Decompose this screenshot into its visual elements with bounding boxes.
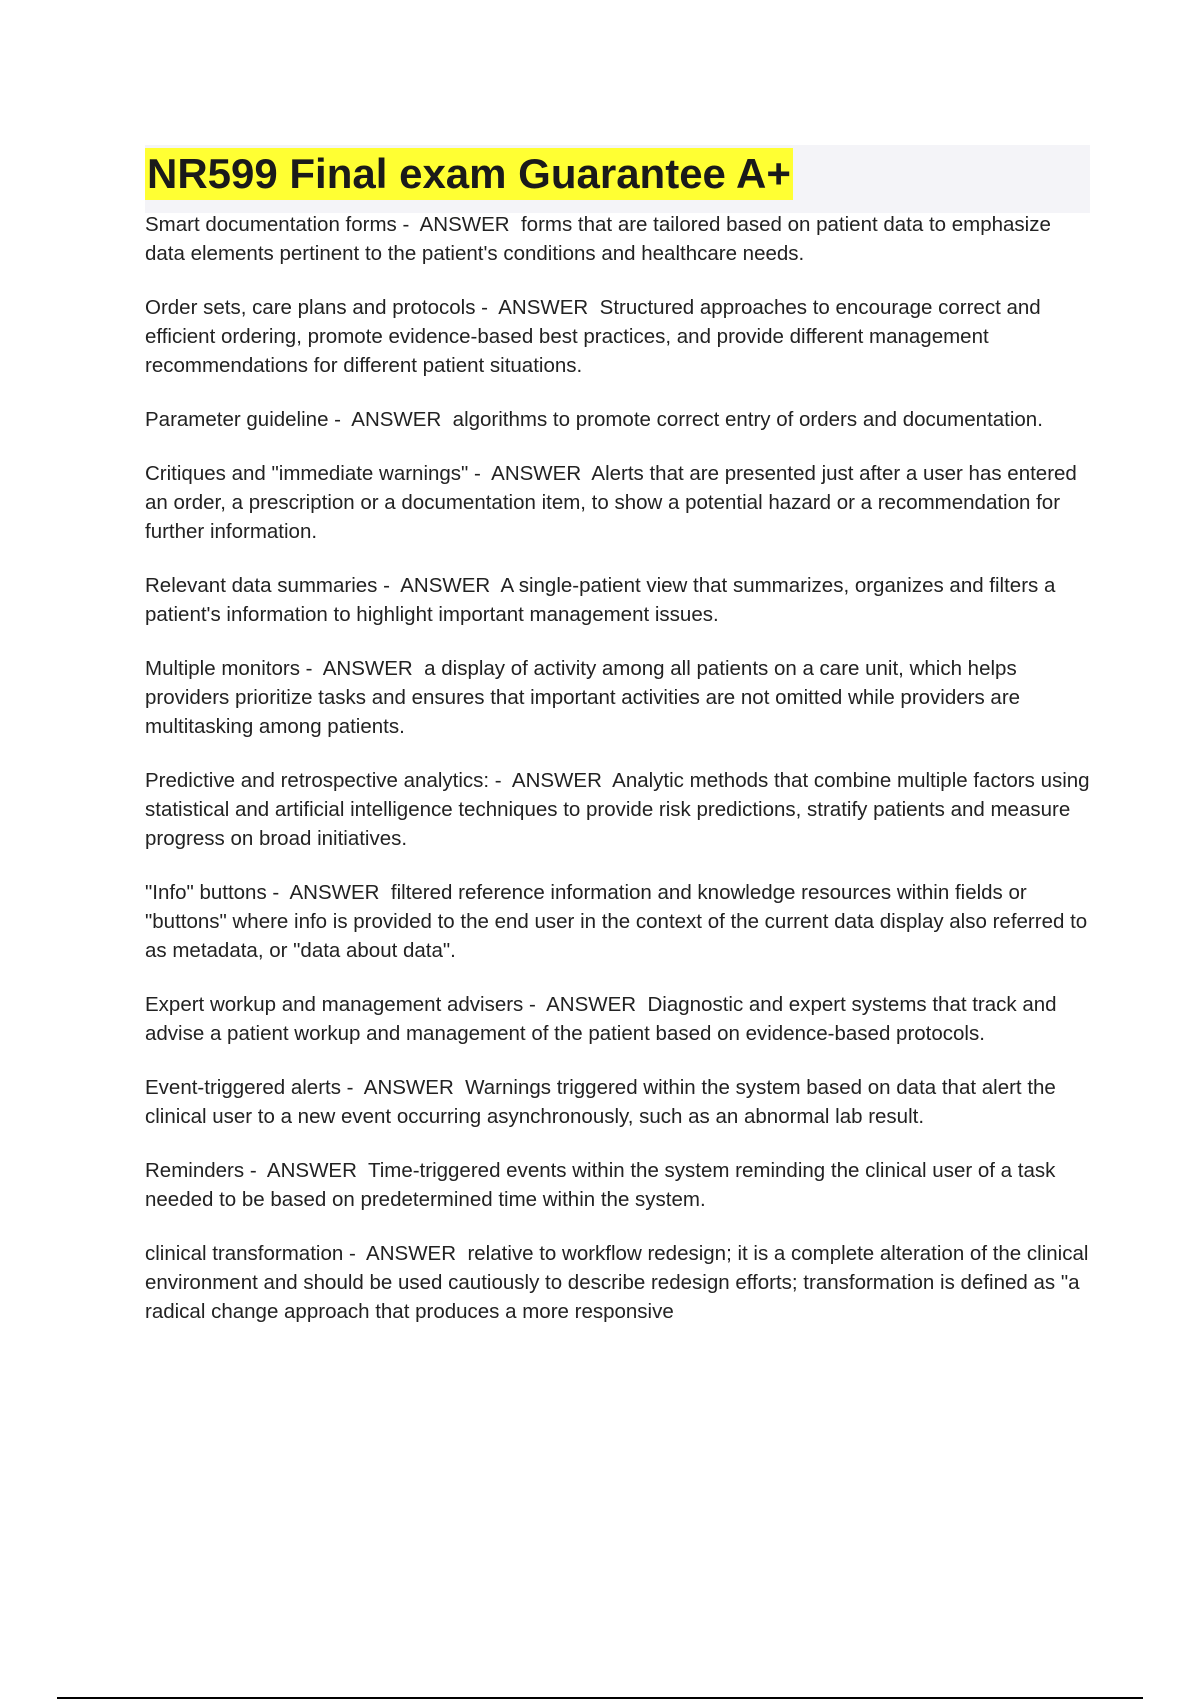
entry-term: Critiques and "immediate warnings" — [145, 462, 469, 485]
entry-term: Order sets, care plans and protocols — [145, 296, 476, 319]
entry-definition: Time-triggered events within the system reminding the clinical user of a task needed to be based on predetermined time within the system. — [145, 1159, 1056, 1211]
entry-term: Expert workup and management advisers — [145, 993, 524, 1016]
answer-label: ANSWER — [491, 462, 582, 485]
entry-term: Parameter guideline — [145, 408, 329, 431]
entry-definition: relative to workflow redesign; it is a complete alteration of the clinical environment and should be used cautiously to describe redesign efforts; transformation is defined as "a radical change approach that produces a more responsive — [145, 1242, 1089, 1323]
answer-label: ANSWER — [498, 296, 589, 319]
entry-definition: Structured approaches to encourage correct and efficient ordering, promote evidence-based best practices, and provide different management recommendations for different patient situations. — [145, 296, 1041, 377]
qa-entry: Event-triggered alerts - ANSWER Warnings triggered within the system based on data that alert the clinical user to a new event occurring asynchronously, such as an abnormal lab result. — [145, 1076, 1056, 1128]
qa-entry: "Info" buttons - ANSWER filtered reference information and knowledge resources within fields or "buttons" where info is provided to the end user in the context of the current data display also referred to as metadata, or "data about data". — [145, 881, 1088, 962]
entry-definition: forms that are tailored based on patient data to emphasize data elements pertinent to the patient's conditions and healthcare needs. — [145, 213, 1051, 265]
document-title: NR599 Final exam Guarantee A+ — [145, 148, 793, 200]
footer-rule — [57, 1697, 1143, 1699]
entry-definition: Analytic methods that combine multiple factors using statistical and artificial intelligence techniques to provide risk predictions, stratify patients and measure progress on broad initiatives. — [145, 769, 1090, 850]
entry-term: Reminders — [145, 1159, 245, 1182]
qa-entry: Reminders - ANSWER Time-triggered events within the system reminding the clinical user of a task needed to be based on predetermined time within the system. — [145, 1159, 1056, 1211]
answer-label: ANSWER — [366, 1242, 457, 1265]
entry-definition: algorithms to promote correct entry of orders and documentation. — [452, 408, 1043, 431]
entry-term: Event-triggered alerts — [145, 1076, 341, 1099]
answer-label: ANSWER — [289, 881, 380, 904]
answer-label: ANSWER — [266, 1159, 357, 1182]
entry-term: Predictive and retrospective analytics: — [145, 769, 490, 792]
entry-term: clinical transformation — [145, 1242, 344, 1265]
entry-definition: A single-patient view that summarizes, organizes and filters a patient's information to highlight important management issues. — [145, 574, 1056, 626]
qa-entry: Order sets, care plans and protocols - ANSWER Structured approaches to encourage correct and efficient ordering, promote evidence-based best practices, and provide different management recommendations for different patient situations. — [145, 296, 1041, 377]
entry-definition: a display of activity among all patients on a care unit, which helps providers prioritize tasks and ensures that important activities are not omitted while providers are multitasking among patients. — [145, 657, 1021, 738]
answer-label: ANSWER — [546, 993, 637, 1016]
answer-label: ANSWER — [511, 769, 602, 792]
entry-definition: Alerts that are presented just after a user has entered an order, a prescription or a documentation item, to show a potential hazard or a recommendation for further information. — [145, 462, 1077, 543]
entry-definition: filtered reference information and knowledge resources within fields or "buttons" where info is provided to the end user in the context of the current data display also referred to as metadata, or "data about data". — [145, 881, 1088, 962]
qa-entry: Predictive and retrospective analytics: - ANSWER Analytic methods that combine multiple factors using statistical and artificial intelligence techniques to provide risk predictions, stratify patients and measure progress on broad initiatives. — [145, 769, 1090, 850]
answer-label: ANSWER — [351, 408, 442, 431]
answer-label: ANSWER — [419, 213, 510, 236]
qa-list — [145, 210, 1090, 1351]
qa-entry: Multiple monitors - ANSWER a display of activity among all patients on a care unit, which helps providers prioritize tasks and ensures that important activities are not omitted while providers are multitasking among patients. — [145, 657, 1021, 738]
entry-term: "Info" buttons — [145, 881, 267, 904]
answer-label: ANSWER — [400, 574, 491, 597]
qa-entry: Critiques and "immediate warnings" - ANSWER Alerts that are presented just after a user has entered an order, a prescription or a documentation item, to show a potential hazard or a recommendation for further information. — [145, 462, 1077, 543]
qa-entry: Expert workup and management advisers - ANSWER Diagnostic and expert systems that track and advise a patient workup and management of the patient based on evidence-based protocols. — [145, 993, 1057, 1045]
entry-term: Smart documentation forms — [145, 213, 397, 236]
answer-label: ANSWER — [322, 657, 413, 680]
answer-label: ANSWER — [363, 1076, 454, 1099]
entry-term: Multiple monitors — [145, 657, 300, 680]
entry-definition: Warnings triggered within the system based on data that alert the clinical user to a new event occurring asynchronously, such as an abnormal lab result. — [145, 1076, 1056, 1128]
qa-entry: clinical transformation - ANSWER relative to workflow redesign; it is a complete alteration of the clinical environment and should be used cautiously to describe redesign efforts; transformation is defined as "a radical change approach that produces a more responsive — [145, 1242, 1089, 1323]
qa-entry: Relevant data summaries - ANSWER A single-patient view that summarizes, organizes and filters a patient's information to highlight important management issues. — [145, 574, 1056, 626]
entry-term: Relevant data summaries — [145, 574, 378, 597]
qa-entry: Parameter guideline - ANSWER algorithms to promote correct entry of orders and documentation. — [145, 408, 1043, 431]
entry-definition: Diagnostic and expert systems that track and advise a patient workup and management of the patient based on evidence-based protocols. — [145, 993, 1057, 1045]
qa-entry: Smart documentation forms - ANSWER forms that are tailored based on patient data to emphasize data elements pertinent to the patient's conditions and healthcare needs. — [145, 213, 1051, 265]
